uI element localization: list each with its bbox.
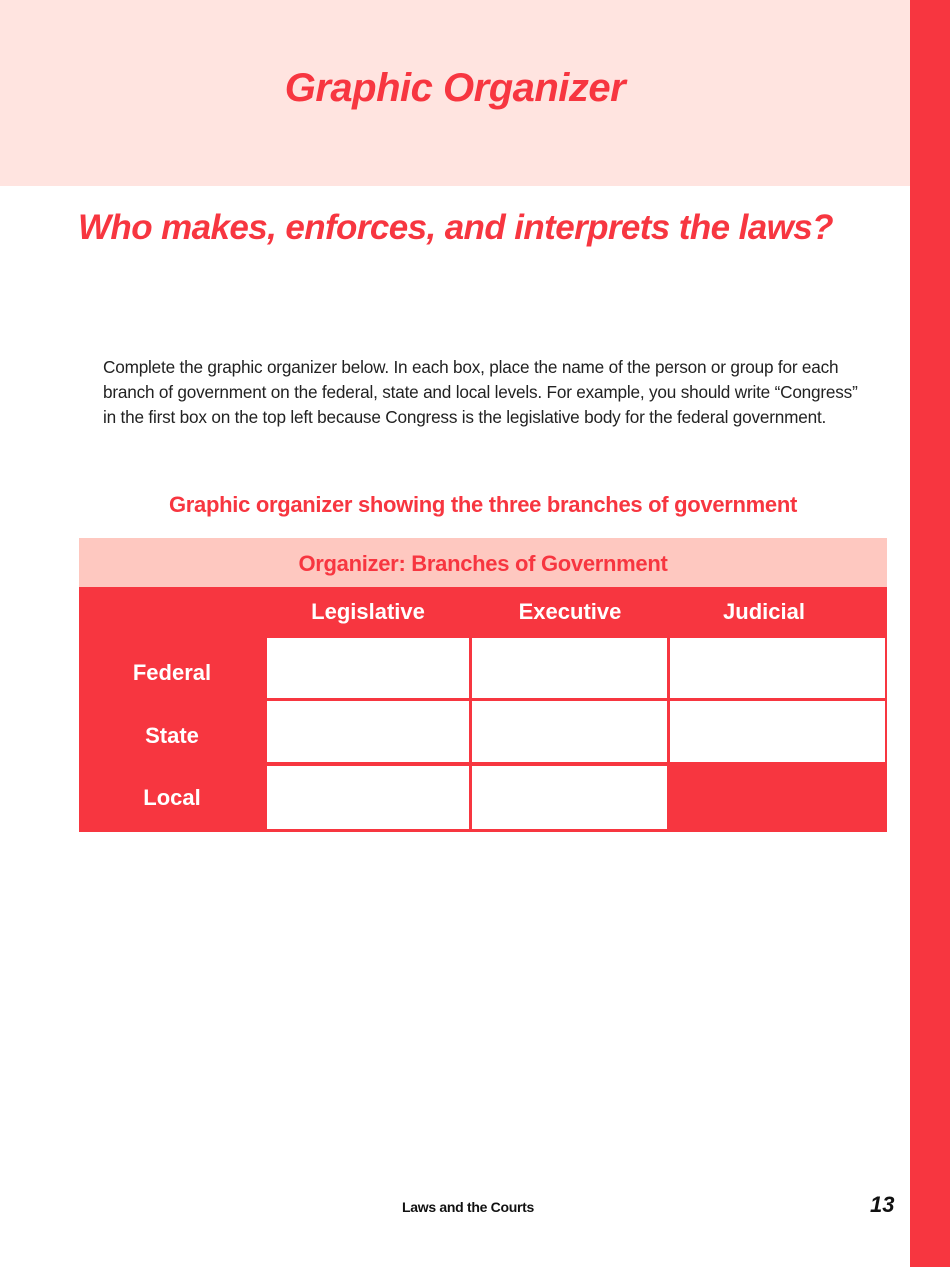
row-header-state: State (145, 723, 199, 748)
cell-federal-executive[interactable] (472, 638, 667, 698)
column-header-legislative: Legislative (311, 599, 425, 624)
cell-local-legislative[interactable] (267, 766, 469, 829)
column-header-executive: Executive (518, 599, 622, 624)
page-title: Graphic Organizer (284, 66, 626, 110)
cell-federal-legislative[interactable] (267, 638, 469, 698)
cell-federal-judicial[interactable] (670, 638, 885, 698)
row-header-local: Local (143, 785, 201, 810)
instructions: Complete the graphic organizer below. In each box, place the name of the person or group for each branch of government on the federal, state and local levels. For example, you should write “Congress” in the first box on the top left because Congress is the legislative body for the federal government. (103, 357, 858, 427)
column-header-judicial: Judicial (723, 599, 805, 624)
footer-title: Laws and the Courts (402, 1199, 534, 1215)
cell-state-executive[interactable] (472, 701, 667, 762)
cell-local-executive[interactable] (472, 766, 667, 829)
section-question: Who makes, enforces, and interprets the laws? (78, 208, 833, 247)
cell-state-legislative[interactable] (267, 701, 469, 762)
branches-organizer-table (79, 538, 887, 832)
row-header-federal: Federal (132, 660, 212, 685)
organizer-caption: Graphic organizer showing the three branches of government (168, 492, 798, 517)
page-number: 13 (870, 1192, 895, 1217)
cell-state-judicial[interactable] (670, 701, 885, 762)
side-color-bar (910, 0, 950, 1267)
table-title: Organizer: Branches of Government (79, 538, 887, 587)
